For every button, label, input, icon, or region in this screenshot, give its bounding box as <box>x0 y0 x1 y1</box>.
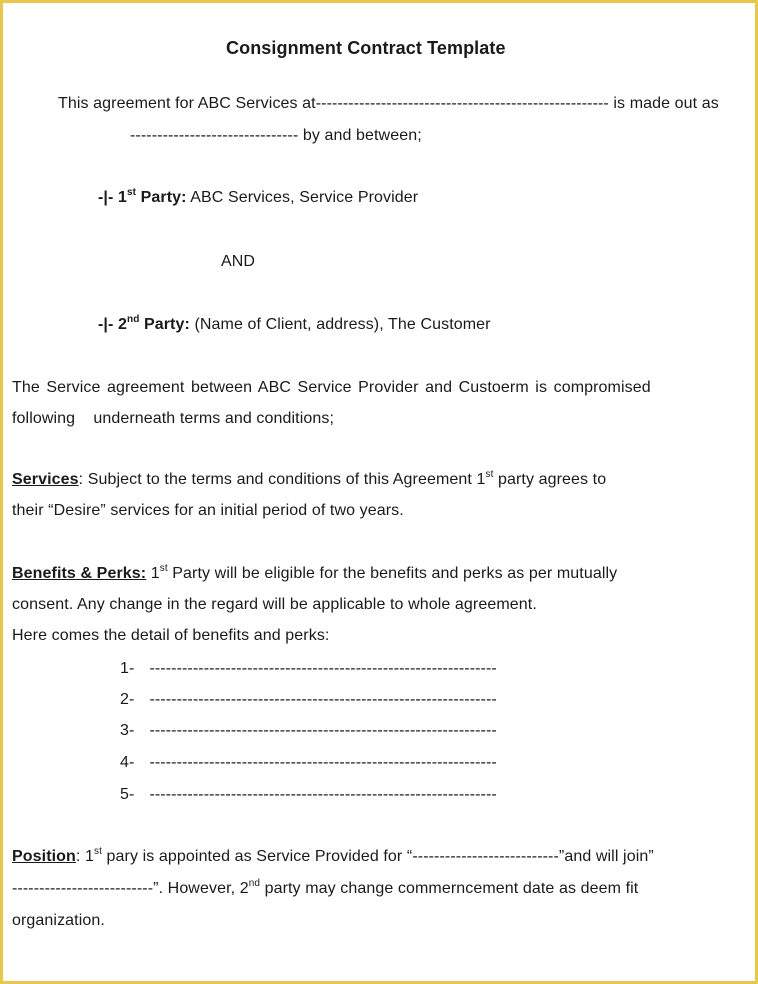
list-item-number: 3- <box>120 722 135 739</box>
position-blank-1: --------------------------- <box>412 848 559 865</box>
intro-line-2 <box>130 126 422 146</box>
services-heading: Services <box>12 471 79 488</box>
position-text-a: : 1 <box>75 848 95 865</box>
intro-text-c: by and between; <box>298 127 422 144</box>
party-2-line <box>98 315 491 335</box>
list-item <box>120 785 497 805</box>
position-text-c: ”and will join” <box>558 848 654 865</box>
benefits-line-3: Here comes the detail of benefits and perks: <box>12 627 330 644</box>
party-1-prefix: -|- 1 <box>98 189 127 206</box>
party-2-prefix: -|- 2 <box>98 316 127 333</box>
services-text-b: party agrees to <box>493 471 607 488</box>
benefits-line-1 <box>12 564 617 584</box>
list-item-number: 5- <box>120 786 135 803</box>
list-item-blank: ---------------------------------------------------------------- <box>149 722 497 739</box>
page-title: Consignment Contract Template <box>226 38 506 58</box>
party-1-sup: st <box>126 186 137 198</box>
list-item-blank: ---------------------------------------------------------------- <box>149 786 497 803</box>
position-sup-1: st <box>94 845 102 857</box>
list-item <box>120 753 497 773</box>
position-blank-2: -------------------------- <box>12 880 154 897</box>
benefits-heading: Benefits & Perks: <box>12 565 147 582</box>
list-item <box>120 721 497 741</box>
position-text-d: ”. However, 2 <box>153 880 249 897</box>
intro-text-b: is made out as <box>608 95 719 112</box>
position-text-e: party may change commerncement date as deem fit <box>260 880 639 897</box>
position-heading: Position <box>12 848 76 865</box>
party-2-value: (Name of Client, address), The Customer <box>189 316 491 333</box>
services-line-2: their “Desire” services for an initial period of two years. <box>12 502 404 519</box>
agreement-line-2: following underneath terms and conditions; <box>12 410 335 427</box>
agreement-line-1: The Service agreement between ABC Service Provider and Custoerm is compromised <box>12 379 651 396</box>
party-2-sup: nd <box>126 313 140 325</box>
position-line-1 <box>12 847 654 867</box>
party-2-label: Party: <box>139 316 190 333</box>
list-item-number: 4- <box>120 754 135 771</box>
list-item-blank: ---------------------------------------------------------------- <box>149 691 497 708</box>
list-item <box>120 690 497 710</box>
and-text: AND <box>221 253 256 270</box>
party-1-label: Party: <box>136 189 187 206</box>
benefits-sup: st <box>159 562 168 574</box>
list-item-number: 1- <box>120 660 135 677</box>
list-item-number: 2- <box>120 691 135 708</box>
intro-blank-2: ------------------------------- <box>130 127 299 144</box>
benefits-text-a: 1 <box>146 565 160 582</box>
party-1-line <box>98 188 418 208</box>
position-line-3: organization. <box>12 912 105 929</box>
list-item-blank: ---------------------------------------------------------------- <box>149 660 497 677</box>
position-line-2 <box>12 879 638 899</box>
list-item-blank: ---------------------------------------------------------------- <box>149 754 497 771</box>
services-text-a: : Subject to the terms and conditions of this Agreement 1 <box>78 471 486 488</box>
intro-line-1 <box>58 94 719 114</box>
party-1-value: ABC Services, Service Provider <box>186 189 419 206</box>
list-item <box>120 659 497 679</box>
benefits-line-2: consent. Any change in the regard will be applicable to whole agreement. <box>12 596 537 613</box>
services-sup: st <box>485 468 494 480</box>
position-sup-2: nd <box>248 877 261 889</box>
intro-blank-1: ------------------------------------------------------ <box>315 95 609 112</box>
intro-text-a: This agreement for ABC Services at <box>58 95 316 112</box>
services-line-1 <box>12 470 606 490</box>
benefits-text-b: Party will be eligible for the benefits and perks as per mutually <box>167 565 618 582</box>
position-text-b: pary is appointed as Service Provided for “ <box>102 848 413 865</box>
